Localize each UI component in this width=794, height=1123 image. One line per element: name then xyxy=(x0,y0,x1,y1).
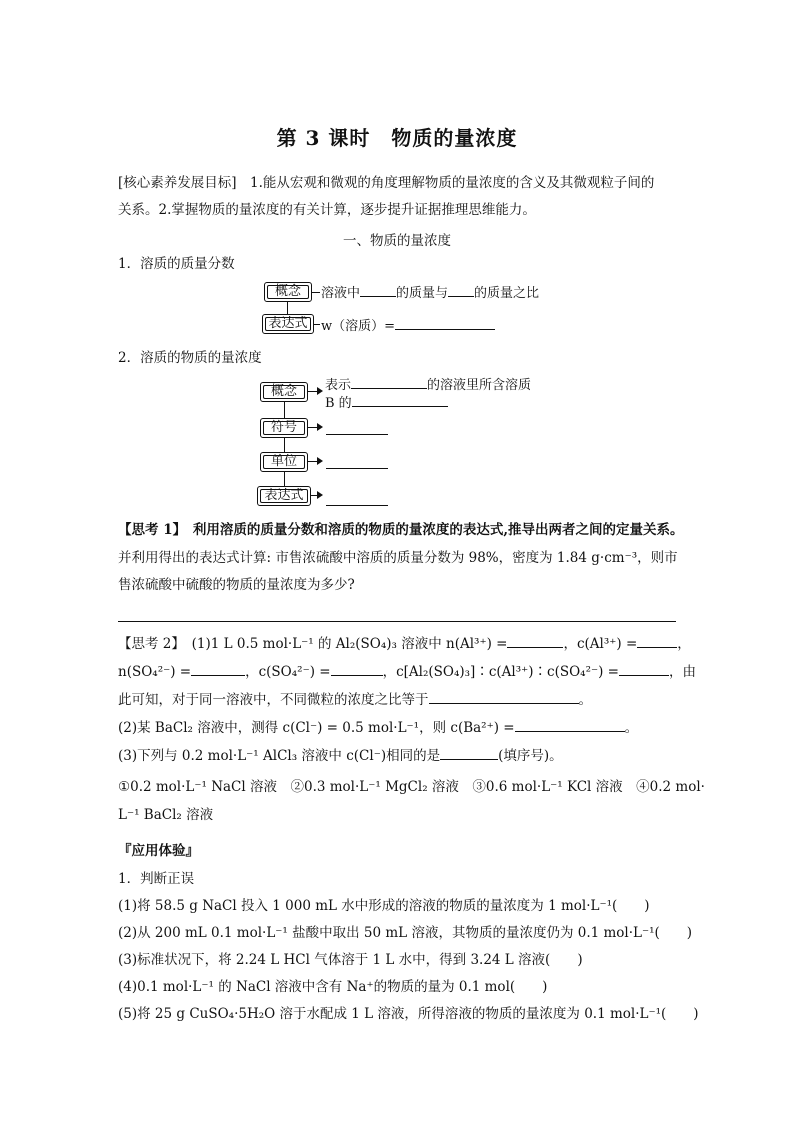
mass-fraction-concept-text xyxy=(321,283,539,303)
connector-spine xyxy=(284,401,285,494)
apply-subheading: 1．判断正误 xyxy=(118,871,195,887)
think2-line-3: 此可知，对于同一溶液中，不同微粒的浓度之比等于 。 xyxy=(118,692,592,708)
think2-options-line-2: L⁻¹ BaCl₂ 溶液 xyxy=(118,807,214,823)
core-goals-line-2: 关系。2.掌握物质的量浓度的有关计算，逐步提升证据推理思维能力。 xyxy=(118,202,536,218)
concept-box: 概念 xyxy=(260,382,308,402)
connector-line xyxy=(312,292,320,293)
judge-item-4: (4)0.1 mol·L⁻¹ 的 NaCl 溶液中含有 Na⁺的物质的量为 0.1 mol( ) xyxy=(118,979,548,995)
think2-line-5: (3)下列与 0.2 mol·L⁻¹ AlCl₃ 溶液中 c(Cl⁻)相同的是 (填序号)。 xyxy=(118,748,563,764)
expression-blank[interactable] xyxy=(326,505,388,506)
arrow-head xyxy=(317,387,323,395)
expression-box: 表达式 xyxy=(257,486,311,506)
judge-item-2: (2)从 200 mL 0.1 mol·L⁻¹ 盐酸中取出 50 mL 溶液，其物质的量浓度仍为 0.1 mol·L⁻¹( ) xyxy=(118,925,693,941)
fill-blank[interactable] xyxy=(507,634,563,648)
think2-line-4: (2)某 BaCl₂ 溶液中，测得 c(Cl⁻) = 0.5 mol·L⁻¹，则 c(Ba²⁺) = 。 xyxy=(118,720,639,736)
fill-blank[interactable] xyxy=(619,662,669,676)
think2-line-2: n(SO₄²⁻) = ，c(SO₄²⁻) = ，c[Al₂(SO₄)₃]∶c(Al³⁺)∶c(SO₄²⁻) = ，由 xyxy=(118,664,696,680)
fill-blank[interactable] xyxy=(191,662,245,676)
judge-item-1: (1)将 58.5 g NaCl 投入 1 000 mL 水中形成的溶液的物质的量浓度为 1 mol·L⁻¹( ) xyxy=(118,898,650,914)
symbol-box: 符号 xyxy=(260,418,308,438)
concept-text-c: B 的 xyxy=(325,396,352,411)
fill-blank[interactable] xyxy=(351,375,427,389)
think2-line-1: 【思考 2】 (1)1 L 0.5 mol·L⁻¹ 的 Al₂(SO₄)₃ 溶液中 n(Al³⁺) = ，c(Al³⁺) = ， xyxy=(118,636,691,652)
think1-line-2: 并利用得出的表达式计算: 市售浓硫酸中溶质的质量分数为 98%，密度为 1.84 g·cm⁻³，则市 xyxy=(118,550,678,566)
apply-heading: 『应用体验』 xyxy=(118,843,199,859)
item1-heading: 1．溶质的质量分数 xyxy=(118,256,235,272)
unit-blank[interactable] xyxy=(326,468,388,469)
fill-blank[interactable] xyxy=(448,283,474,297)
arrow-head xyxy=(317,457,323,465)
think1-line-3: 售浓硫酸中硫酸的物质的量浓度为多少? xyxy=(118,577,355,593)
core-goals-line-1: [核心素养发展目标] 1.能从宏观和微观的角度理解物质的量浓度的含义及其微观粒子间的 xyxy=(118,175,655,191)
expression-box: 表达式 xyxy=(262,314,314,334)
unit-box: 单位 xyxy=(260,452,308,472)
item2-heading: 2．溶质的物质的量浓度 xyxy=(118,350,262,366)
fill-blank[interactable] xyxy=(440,746,498,760)
fill-blank[interactable] xyxy=(352,393,448,407)
judge-item-5: (5)将 25 g CuSO₄·5H₂O 溶于水配成 1 L 溶液，所得溶液的物质的量浓度为 0.1 mol·L⁻¹( ) xyxy=(118,1006,699,1022)
symbol-blank[interactable] xyxy=(326,434,388,435)
fill-blank[interactable] xyxy=(429,690,579,704)
concept-box: 概念 xyxy=(264,282,312,302)
concept-text-b: 的质量与 xyxy=(396,286,449,301)
concept-text-a: 表示 xyxy=(325,378,352,393)
concept-text-c: 的质量之比 xyxy=(474,286,540,301)
concept-text-b: 的溶液里所含溶质 xyxy=(427,378,532,393)
molarity-concept-line-1 xyxy=(325,375,531,395)
fill-blank[interactable] xyxy=(331,662,383,676)
arrow-head xyxy=(317,423,323,431)
expression-text: w（溶质）= xyxy=(321,319,396,334)
fill-blank[interactable] xyxy=(515,718,625,732)
fill-blank[interactable] xyxy=(360,283,396,297)
molarity-concept-line-2 xyxy=(325,393,448,413)
connector-line xyxy=(287,302,288,314)
think2-options-line-1: ①0.2 mol·L⁻¹ NaCl 溶液 ②0.3 mol·L⁻¹ MgCl₂ 溶液 ③0.6 mol·L⁻¹ KCl 溶液 ④0.2 mol· xyxy=(118,779,705,795)
connector-line xyxy=(314,324,320,325)
section-heading: 一、物质的量浓度 xyxy=(343,233,451,249)
think1-line-1: 【思考 1】 利用溶质的质量分数和溶质的物质的量浓度的表达式,推导出两者之间的定量关系。 xyxy=(118,522,684,538)
fill-blank[interactable] xyxy=(395,316,495,330)
arrow-head xyxy=(317,491,323,499)
concept-text-a: 溶液中 xyxy=(321,286,361,301)
fill-blank[interactable] xyxy=(637,634,677,648)
page-title: 第 3 课时 物质的量浓度 xyxy=(276,126,518,150)
judge-item-3: (3)标准状况下，将 2.24 L HCl 气体溶于 1 L 水中，得到 3.24 L 溶液( ) xyxy=(118,952,583,968)
mass-fraction-expression-text xyxy=(321,316,495,336)
answer-line[interactable] xyxy=(118,621,676,622)
